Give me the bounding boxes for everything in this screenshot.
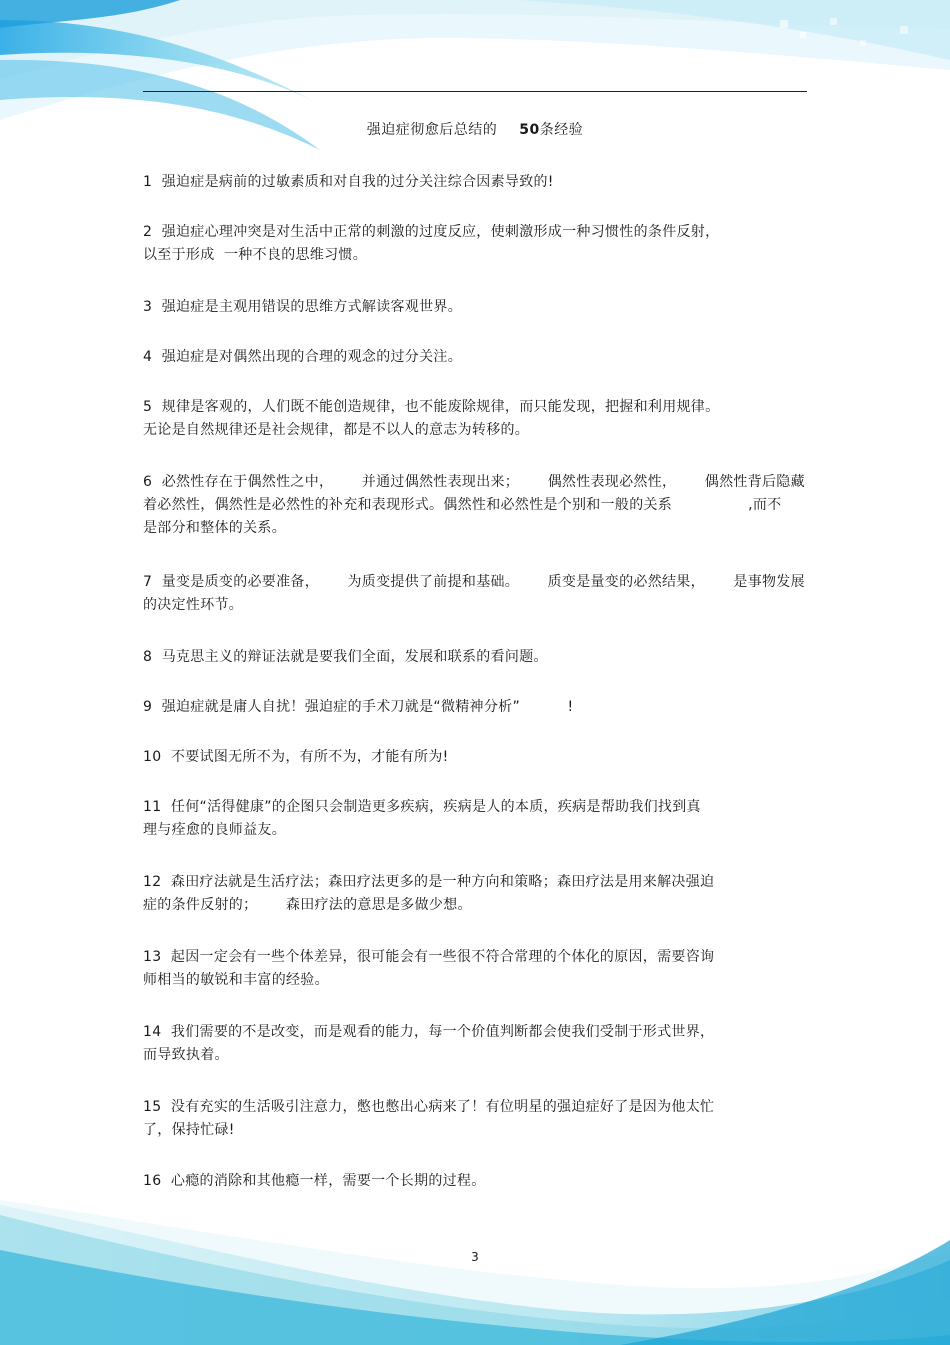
paragraph-15 <box>143 1096 807 1142</box>
paragraph-line: 13 起因一定会有一些个体差异，很可能会有一些很不符合常理的个体化的原因，需要咨询 <box>143 949 715 965</box>
paragraph-line: 16 心瘾的消除和其他瘾一样，需要一个长期的过程。 <box>143 1173 486 1189</box>
paragraph-16 <box>143 1170 807 1193</box>
paragraph-14 <box>143 1021 807 1067</box>
paragraph-7 <box>143 571 807 617</box>
title-number: 50 <box>519 122 540 138</box>
header-rule <box>143 91 807 92</box>
paragraph-line: 9 强迫症就是庸人自扰！强迫症的手术刀就是“微精神分析” ! <box>143 699 574 715</box>
paragraph-line: 15 没有充实的生活吸引注意力，憋也憋出心病来了！有位明星的强迫症好了是因为他太忙 <box>143 1099 715 1115</box>
paragraph-2 <box>143 221 807 267</box>
title-text: 强迫症彻愈后总结的 <box>366 122 498 138</box>
paragraph-10 <box>143 746 807 769</box>
paragraph-line: 是部分和整体的关系。 <box>143 520 286 536</box>
paragraph-line: 而导致执着。 <box>143 1047 229 1063</box>
paragraph-13 <box>143 946 807 992</box>
paragraph-line: 11 任何“活得健康”的企图只会制造更多疾病，疾病是人的本质，疾病是帮助我们找到真 <box>143 799 701 815</box>
paragraph-line: 以至于形成 一种不良的思维习惯。 <box>143 247 367 263</box>
paragraph-line: 12 森田疗法就是生活疗法；森田疗法更多的是一种方向和策略；森田疗法是用来解决强迫 <box>143 874 715 890</box>
paragraph-line: 了，保持忙碌! <box>143 1122 235 1138</box>
paragraph-line: 师相当的敏锐和丰富的经验。 <box>143 972 329 988</box>
paragraph-6 <box>143 471 807 540</box>
paragraph-line: 6 必然性存在于偶然性之中， 并通过偶然性表现出来； 偶然性表现必然性， 偶然性背后隐藏 <box>143 474 805 490</box>
page-number: 3 <box>471 1250 479 1264</box>
paragraph-line: 的决定性环节。 <box>143 597 244 613</box>
paragraph-line: 10 不要试图无所不为，有所不为，才能有所为! <box>143 749 449 765</box>
paragraph-line: 无论是自然规律还是社会规律，都是不以人的意志为转移的。 <box>143 422 530 438</box>
paragraph-line: 1 强迫症是病前的过敏素质和对自我的过分关注综合因素导致的! <box>143 174 554 190</box>
paragraph-5 <box>143 396 807 442</box>
paragraph-line: 8 马克思主义的辩证法就是要我们全面，发展和联系的看问题。 <box>143 649 548 665</box>
paragraph-line: 3 强迫症是主观用错误的思维方式解读客观世界。 <box>143 299 463 315</box>
paragraph-8 <box>143 646 807 669</box>
paragraph-1 <box>143 171 807 194</box>
paragraph-3 <box>143 296 807 319</box>
paragraph-line: 2 强迫症心理冲突是对生活中正常的刺激的过度反应，使刺激形成一种习惯性的条件反射， <box>143 224 720 240</box>
title-suffix: 条经验 <box>539 122 584 138</box>
paragraph-line: 14 我们需要的不是改变，而是观看的能力，每一个价值判断都会使我们受制于形式世界， <box>143 1024 715 1040</box>
document-title <box>0 119 950 139</box>
paragraph-12 <box>143 871 807 917</box>
paragraph-line: 4 强迫症是对偶然出现的合理的观念的过分关注。 <box>143 349 463 365</box>
paragraph-9 <box>143 696 807 719</box>
paragraph-line: 症的条件反射的； 森田疗法的意思是多做少想。 <box>143 897 472 913</box>
paragraph-line: 理与痊愈的良师益友。 <box>143 822 286 838</box>
paragraph-4 <box>143 346 807 369</box>
paragraph-line: 着必然性，偶然性是必然性的补充和表现形式。偶然性和必然性是个别和一般的关系 ,而不 <box>143 497 782 513</box>
paragraph-line: 5 规律是客观的，人们既不能创造规律，也不能废除规律，而只能发现，把握和利用规律。 <box>143 399 720 415</box>
paragraph-11 <box>143 796 807 842</box>
paragraph-line: 7 量变是质变的必要准备， 为质变提供了前提和基础。 质变是量变的必然结果， 是事物发展 <box>143 574 805 590</box>
